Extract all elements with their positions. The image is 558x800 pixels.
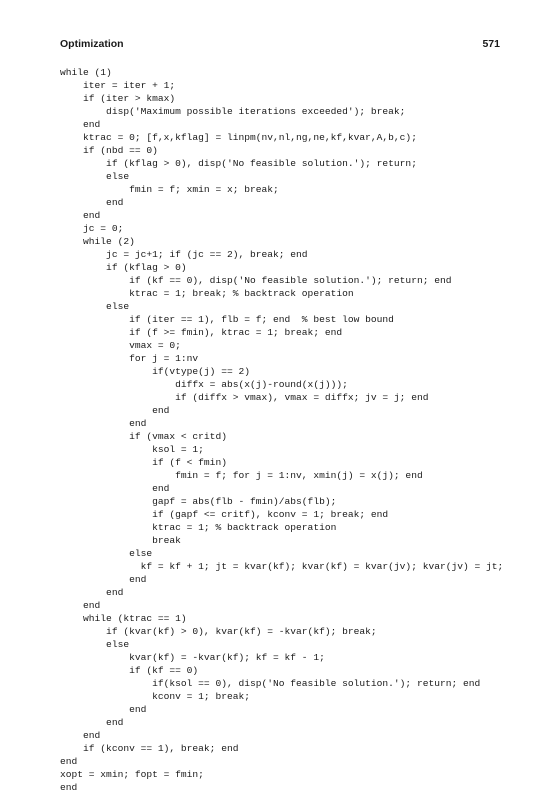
code-line: if(vtype(j) == 2) (60, 366, 250, 377)
code-line: if (iter > kmax) (60, 93, 176, 104)
code-line: fmin = f; for j = 1:nv, xmin(j) = x(j); end (60, 470, 423, 481)
code-line: end (60, 717, 124, 728)
code-line: if (kflag > 0) (60, 262, 187, 273)
code-listing (60, 66, 540, 794)
code-line: end (60, 587, 124, 598)
code-line: if (kf == 0) (60, 665, 199, 676)
code-line: kvar(kf) = -kvar(kf); kf = kf - 1; (60, 652, 325, 663)
code-line: if (diffx > vmax), vmax = diffx; jv = j; end (60, 392, 429, 403)
code-line: else (60, 639, 130, 650)
code-line: disp('Maximum possible iterations exceeded'); break; (60, 106, 406, 117)
code-line: end (60, 418, 147, 429)
code-line: if (kflag > 0), disp('No feasible solution.'); return; (60, 158, 417, 169)
code-line: end (60, 483, 170, 494)
code-line: if (vmax < critd) (60, 431, 227, 442)
code-line: if (f >= fmin), ktrac = 1; break; end (60, 327, 343, 338)
code-line: if (f < fmin) (60, 457, 227, 468)
code-line: ktrac = 1; % backtrack operation (60, 522, 337, 533)
code-line: ktrac = 0; [f,x,kflag] = linpm(nv,nl,ng,ne,kf,kvar,A,b,c); (60, 132, 417, 143)
running-header (60, 38, 500, 52)
code-line: kconv = 1; break; (60, 691, 250, 702)
code-line: jc = 0; (60, 223, 124, 234)
page-number: 571 (482, 38, 500, 50)
code-line: while (ktrac == 1) (60, 613, 187, 624)
code-line: end (60, 210, 101, 221)
code-line: if(ksol == 0), disp('No feasible solution.'); return; end (60, 678, 481, 689)
code-line: ksol = 1; (60, 444, 204, 455)
code-line: end (60, 756, 78, 767)
code-line: end (60, 119, 101, 130)
code-line: xopt = xmin; fopt = fmin; (60, 769, 204, 780)
code-line: end (60, 197, 124, 208)
code-line: end (60, 782, 78, 793)
code-line: vmax = 0; (60, 340, 181, 351)
code-line: break (60, 535, 181, 546)
code-line: else (60, 301, 130, 312)
code-line: if (iter == 1), flb = f; end % best low bound (60, 314, 394, 325)
code-line: kf = kf + 1; jt = kvar(kf); kvar(kf) = kvar(jv); kvar(jv) = jt; (60, 561, 504, 572)
code-line: if (kf == 0), disp('No feasible solution.'); return; end (60, 275, 452, 286)
code-line: gapf = abs(flb - fmin)/abs(flb); (60, 496, 337, 507)
code-line: fmin = f; xmin = x; break; (60, 184, 279, 195)
code-line: if (kvar(kf) > 0), kvar(kf) = -kvar(kf); break; (60, 626, 377, 637)
code-line: else (60, 548, 153, 559)
code-line: for j = 1:nv (60, 353, 199, 364)
code-line: end (60, 405, 170, 416)
code-line: diffx = abs(x(j)-round(x(j))); (60, 379, 348, 390)
code-line: else (60, 171, 130, 182)
code-line: if (nbd == 0) (60, 145, 158, 156)
code-line: end (60, 574, 147, 585)
code-line: if (gapf <= critf), kconv = 1; break; end (60, 509, 389, 520)
code-line: jc = jc+1; if (jc == 2), break; end (60, 249, 308, 260)
code-line: ktrac = 1; break; % backtrack operation (60, 288, 354, 299)
code-line: end (60, 600, 101, 611)
section-title: Optimization (60, 38, 124, 50)
code-line: while (2) (60, 236, 135, 247)
code-line: if (kconv == 1), break; end (60, 743, 239, 754)
code-line: end (60, 730, 101, 741)
code-line: iter = iter + 1; (60, 80, 176, 91)
code-line: end (60, 704, 147, 715)
code-line: while (1) (60, 67, 112, 78)
